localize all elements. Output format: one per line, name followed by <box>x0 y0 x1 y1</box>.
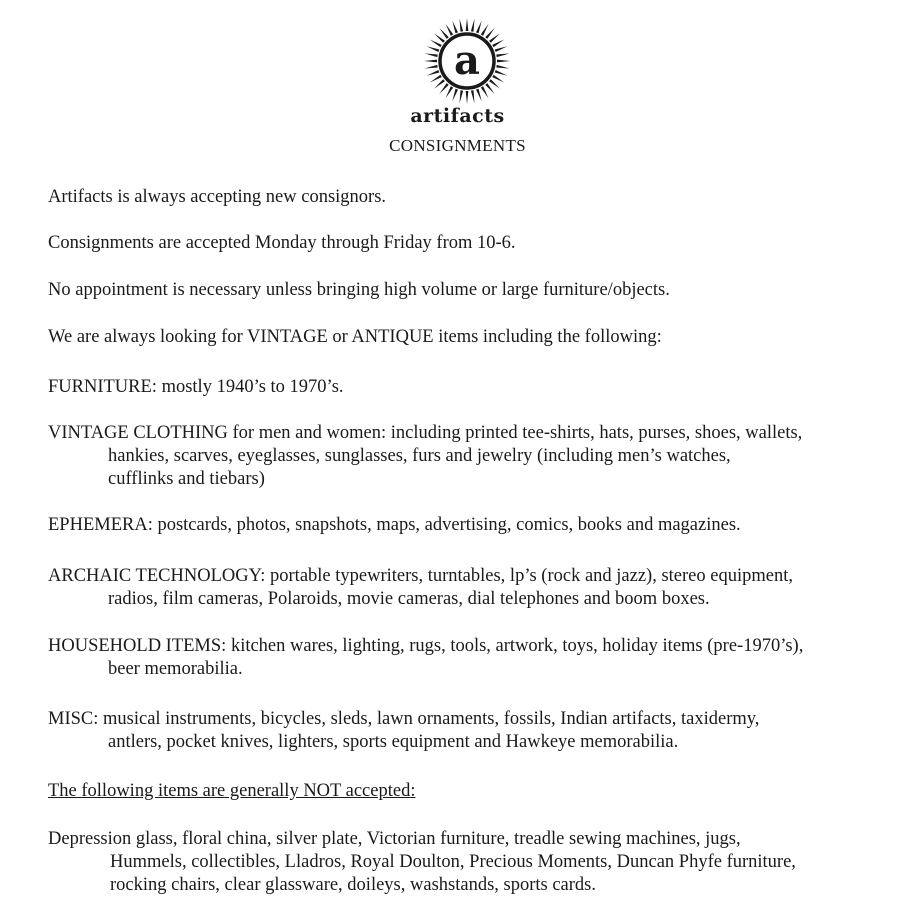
logo-ray <box>460 19 464 32</box>
logo-ray <box>430 40 442 48</box>
artifacts-logo <box>422 16 512 106</box>
misc-line-1: MISC: musical instruments, bicycles, sleds, lawn ornaments, fossils, Indian artifacts, taxidermy, <box>48 709 760 729</box>
not-accepted-list <box>48 828 898 897</box>
clothing-line-1: VINTAGE CLOTHING for men and women: including printed tee-shirts, hats, purses, shoes, wallets, <box>48 423 803 443</box>
logo-ray <box>424 60 437 63</box>
logo-ray <box>471 90 475 103</box>
intro-line-2: Consignments are accepted Monday through Friday from 10-6. <box>48 233 516 253</box>
logo-ray <box>485 28 494 39</box>
intro-appointment <box>48 279 898 302</box>
logo-ray <box>495 46 508 52</box>
logo-ray <box>495 70 508 76</box>
technology-line-2: radios, film cameras, Polaroids, movie cameras, dial telephones and boom boxes. <box>108 589 710 609</box>
intro-line-1: Artifacts is always accepting new consignors. <box>48 187 387 207</box>
logo-ray <box>452 21 458 34</box>
category-clothing <box>48 422 898 491</box>
not-accepted-heading <box>48 780 898 803</box>
logo-letter: a <box>454 37 480 84</box>
logo-ray <box>425 54 438 58</box>
logo-ray <box>434 79 445 88</box>
category-technology <box>48 565 898 611</box>
category-furniture <box>48 376 898 399</box>
intro-line-3: No appointment is necessary unless bringing high volume or large furniture/objects. <box>48 280 670 300</box>
clothing-line-3: cufflinks and tiebars) <box>108 469 265 489</box>
household-line-2: beer memorabilia. <box>108 659 243 679</box>
logo-ray <box>446 24 454 36</box>
not-accepted-line-1: Depression glass, floral china, silver plate, Victorian furniture, treadle sewing machines, jugs, <box>48 829 741 849</box>
logo-ray <box>427 46 440 52</box>
not-accepted-line-2: Hummels, collectibles, Lladros, Royal Doulton, Precious Moments, Duncan Phyfe furniture, <box>110 852 796 872</box>
logo-ray <box>492 40 504 48</box>
logo-ray <box>425 65 438 69</box>
logo-ray <box>496 54 509 58</box>
logo-ray <box>466 18 469 31</box>
furniture-line-1: FURNITURE: mostly 1940’s to 1970’s. <box>48 377 344 397</box>
logo-ray <box>497 60 510 63</box>
household-line-1: HOUSEHOLD ITEMS: kitchen wares, lighting, rugs, tools, artwork, toys, holiday items (pre-1970’s), <box>48 636 804 656</box>
brand-name: artifacts <box>410 105 505 127</box>
logo-ray <box>485 83 494 94</box>
category-ephemera <box>48 514 898 537</box>
logo-ray <box>481 24 489 36</box>
logo-ray <box>439 83 448 94</box>
category-household <box>48 635 898 681</box>
logo-ray <box>481 86 489 98</box>
misc-line-2: antlers, pocket knives, lighters, sports equipment and Hawkeye memorabilia. <box>108 732 679 752</box>
logo-ray <box>496 65 509 69</box>
category-misc <box>48 708 898 754</box>
intro-hours <box>48 232 898 255</box>
logo-ray <box>471 19 475 32</box>
logo-ray <box>452 89 458 102</box>
not-accepted-title: The following items are generally NOT accepted: <box>48 781 416 801</box>
sunburst-logo-icon <box>422 16 512 106</box>
logo-ray <box>430 75 442 83</box>
logo-ray <box>460 90 464 103</box>
logo-ray <box>489 33 500 42</box>
intro-line-4: We are always looking for VINTAGE or ANTIQUE items including the following: <box>48 327 662 347</box>
logo-ray <box>476 21 482 34</box>
ephemera-line-1: EPHEMERA: postcards, photos, snapshots, maps, advertising, comics, books and magazines. <box>48 515 741 535</box>
intro-accepting <box>48 186 898 209</box>
page-title: CONSIGNMENTS <box>389 136 526 155</box>
logo-ray <box>489 79 500 88</box>
logo-ray <box>476 89 482 102</box>
intro-looking-for <box>48 326 898 349</box>
logo-ray <box>434 33 445 42</box>
not-accepted-line-3: rocking chairs, clear glassware, doileys, washstands, sports cards. <box>110 875 597 895</box>
logo-ray <box>427 70 440 76</box>
logo-ray <box>466 91 469 104</box>
clothing-line-2: hankies, scarves, eyeglasses, sunglasses, furs and jewelry (including men’s watches, <box>108 446 731 466</box>
logo-ray <box>446 86 454 98</box>
logo-ray <box>439 28 448 39</box>
logo-ray <box>492 75 504 83</box>
technology-line-1: ARCHAIC TECHNOLOGY: portable typewriters, turntables, lp’s (rock and jazz), stereo equipment, <box>48 566 793 586</box>
